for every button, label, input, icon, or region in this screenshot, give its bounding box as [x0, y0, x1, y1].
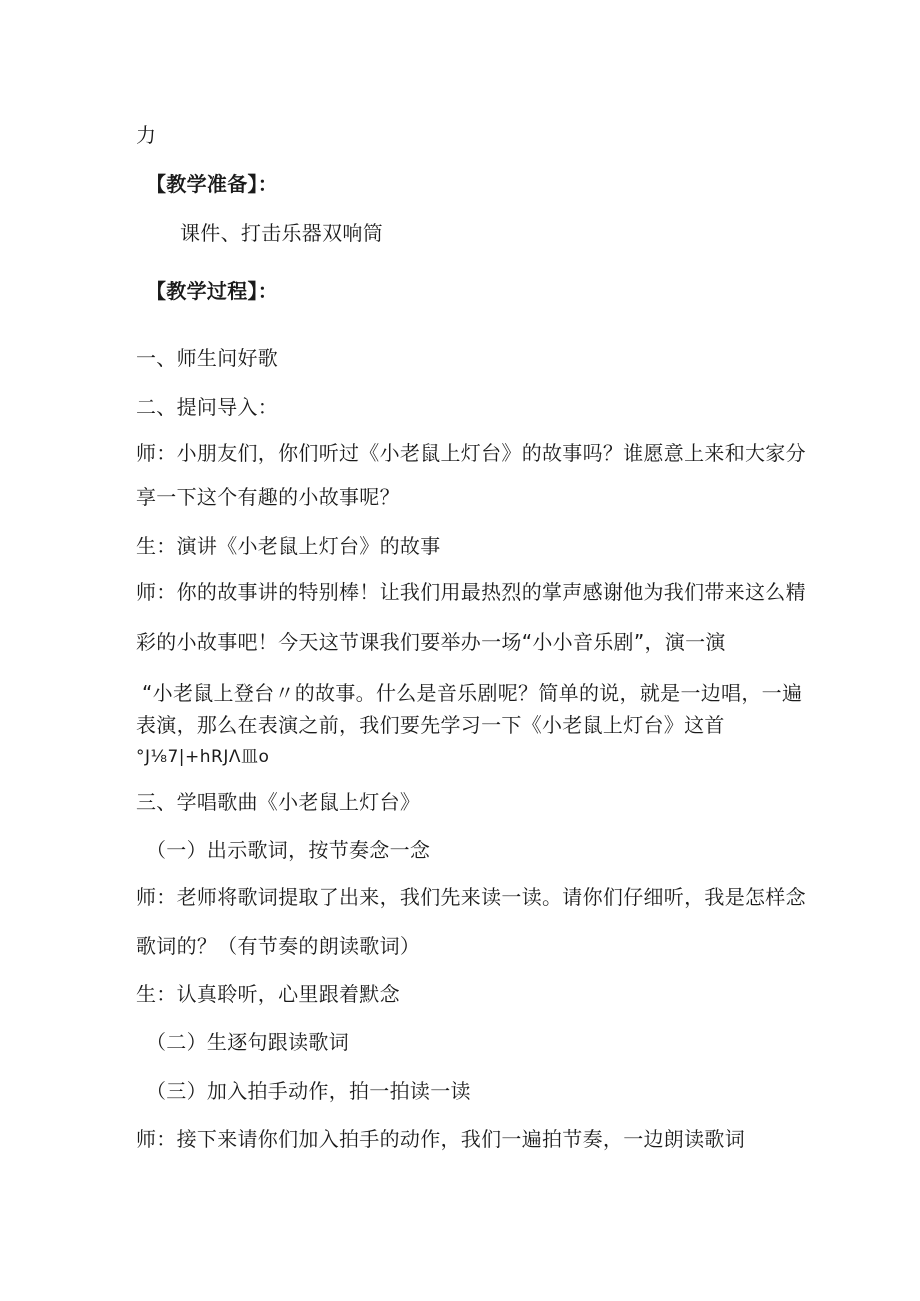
text-line: 表演，那么在表演之前，我们要先学习一下《小老鼠上灯台》这首: [136, 713, 725, 737]
text-line: 享一下这个有趣的小故事呢？: [136, 485, 400, 509]
text-line: 生：认真聆听，心里跟着默念: [136, 982, 400, 1006]
text-line: 师：小朋友们，你们听过《小老鼠上灯台》的故事吗？谁愿意上来和大家分: [136, 441, 806, 465]
text-line: 生：演讲《小老鼠上灯台》的故事: [136, 534, 441, 558]
section-heading-process: 【教学过程】：: [146, 279, 279, 303]
text-line: “小老鼠上登台〃的故事。什么是音乐剧呢？简单的说，就是一边唱，一遍: [142, 681, 803, 705]
text-line: 师：接下来请你们加入拍手的动作，我们一遍拍节奏，一边朗读歌词: [136, 1127, 745, 1151]
text-line: 二、提问导入：: [136, 395, 279, 419]
text-line: （一）出示歌词，按节奏念一念: [146, 838, 431, 862]
text-line: 一、师生问好歌: [136, 346, 279, 370]
text-line: （二）生逐句跟读歌词: [146, 1030, 349, 1054]
text-line: 力: [136, 123, 157, 147]
text-line: 三、学唱歌曲《小老鼠上灯台》: [136, 790, 421, 814]
text-line-garbled: °J⅛7|+hRJΛ皿o: [136, 747, 270, 767]
section-heading-preparation: 【教学准备】：: [146, 172, 279, 196]
text-line: 课件、打击乐器双响筒: [180, 221, 383, 245]
text-line: 师：老师将歌词提取了出来，我们先来读一读。请你们仔细听，我是怎样念: [136, 885, 806, 909]
text-line: 歌词的？（有节奏的朗读歌词）: [136, 934, 421, 958]
text-line: 彩的小故事吧！今天这节课我们要举办一场“小小音乐剧”，演一演: [136, 630, 726, 654]
text-line: （三）加入拍手动作，拍一拍读一读: [146, 1079, 471, 1103]
text-line: 师：你的故事讲的特别棒！让我们用最热烈的掌声感谢他为我们带来这么精: [136, 580, 806, 604]
